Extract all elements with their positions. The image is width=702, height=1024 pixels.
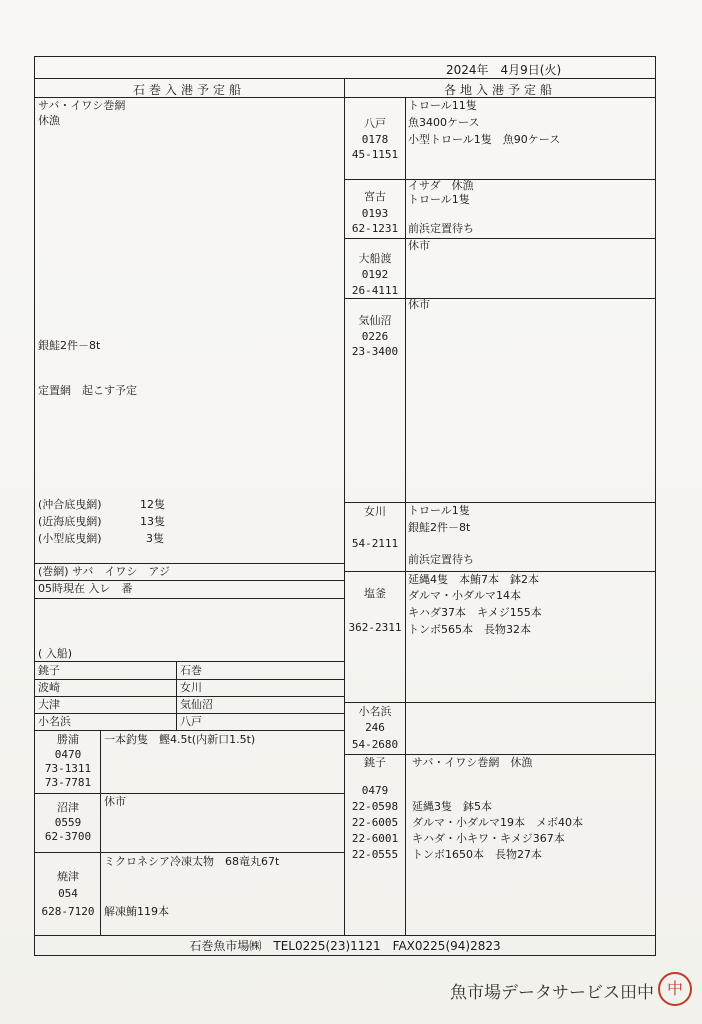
port-tel: 628-7120 (41, 905, 95, 918)
nyusen-cell: 気仙沼 (180, 698, 213, 711)
port-column-divider (100, 730, 101, 935)
nyusen-cell: 小名浜 (38, 715, 71, 728)
trawl-count: 13隻 (140, 515, 165, 528)
port-tel: 0470 (54, 748, 82, 761)
nyusen-cell: 八戸 (180, 715, 202, 728)
rule (34, 852, 344, 853)
nyusen-divider (176, 661, 177, 730)
port-report-line: 休市 (104, 795, 126, 808)
port-tel: 45-1151 (351, 148, 399, 161)
trawl-name: (小型底曳網) (38, 532, 102, 545)
port-report-line: 休市 (408, 239, 430, 252)
port-tel: 0178 (361, 133, 389, 146)
ishinomaki-line: サバ・イワシ巻網 (38, 99, 126, 112)
makiami-status: 05時現在 入レ 番 (38, 582, 133, 595)
port-tel: 0479 (361, 784, 389, 797)
port-report-line: キハダ・小キワ・キメジ367本 (412, 832, 565, 845)
port-report-line: 一本釣隻 鰹4.5t(内新口1.5t) (104, 733, 256, 746)
port-tel: 054 (58, 887, 78, 900)
port-report-line: サバ・イワシ巻網 休漁 (412, 756, 533, 769)
makiami-title: (巻網) サバ イワシ アジ (38, 565, 170, 578)
rule (34, 696, 344, 697)
rule (34, 730, 344, 731)
nyusen-cell: 女川 (180, 681, 202, 694)
rule (344, 298, 656, 299)
rule (34, 935, 656, 936)
port-report-line: 魚3400ケース (408, 116, 480, 129)
port-report-line: 延縄3隻 鉢5本 (412, 800, 492, 813)
port-column-divider (405, 97, 406, 935)
nyusen-cell: 波崎 (38, 681, 60, 694)
port-tel: 0192 (361, 268, 389, 281)
ishinomaki-line: 定置網 起こす予定 (38, 384, 137, 397)
port-report-line: 解凍鮪119本 (104, 905, 169, 918)
rule (344, 702, 656, 703)
port-tel: 62-3700 (44, 830, 92, 843)
trawl-count: 3隻 (146, 532, 164, 545)
rule (34, 563, 344, 564)
port-report-line: ダルマ・小ダルマ14本 (408, 589, 521, 602)
rule (344, 238, 656, 239)
port-tel: 22-0598 (351, 800, 399, 813)
port-report-line: トロール1隻 (408, 193, 470, 206)
port-report-line: ダルマ・小ダルマ19本 メボ40本 (412, 816, 583, 829)
port-tel: 22-0555 (351, 848, 399, 861)
port-name: 八戸 (364, 117, 386, 130)
column-divider (344, 78, 345, 935)
ishinomaki-header: 石巻入港予定船 (132, 83, 246, 97)
port-report-line: トロール11隻 (408, 99, 477, 112)
port-name: 気仙沼 (358, 314, 392, 327)
trawl-name: (沖合底曳網) (38, 498, 102, 511)
port-tel: 246 (365, 721, 385, 734)
port-tel: 0226 (361, 330, 389, 343)
rule (34, 793, 344, 794)
port-report-line: 銀鮭2件－8t (408, 521, 471, 534)
nyusen-cell: 石巻 (180, 664, 202, 677)
port-tel: 23-3400 (351, 345, 399, 358)
port-tel: 54-2680 (351, 738, 399, 751)
port-report-line: 小型トロール1隻 魚90ケース (408, 133, 561, 146)
rule (34, 679, 344, 680)
handwritten-signature: 魚市場データサービス田中 (450, 983, 654, 1003)
port-name: 小名浜 (358, 705, 392, 718)
port-report-line: 前浜定置待ち (408, 222, 474, 235)
port-name: 沼津 (57, 801, 79, 814)
port-tel: 54-2111 (351, 537, 399, 550)
port-name: 塩釜 (364, 587, 386, 600)
rule (34, 97, 656, 98)
rule (34, 580, 344, 581)
rule (344, 179, 656, 180)
rule (344, 571, 656, 572)
port-tel: 73-1311 (44, 762, 92, 775)
rule (344, 502, 656, 503)
trawl-count: 12隻 (140, 498, 165, 511)
name-seal: 中 (658, 972, 692, 1006)
port-tel: 362-2311 (348, 621, 402, 634)
port-report-line: トンボ1650本 長物27本 (412, 848, 542, 861)
rule (344, 754, 656, 755)
port-name: 銚子 (364, 756, 386, 769)
footer-contact: 石巻魚市場㈱ TEL0225(23)1121 FAX0225(94)2823 (189, 939, 501, 953)
ishinomaki-line: 休漁 (38, 114, 60, 127)
port-report-line: キハダ37本 キメジ155本 (408, 606, 542, 619)
port-tel: 62-1231 (351, 222, 399, 235)
port-name: 大船渡 (358, 252, 392, 265)
port-report-line: トンボ565本 長物32本 (408, 623, 531, 636)
port-name: 女川 (364, 505, 386, 518)
nyusen-cell: 大津 (38, 698, 60, 711)
port-report-line: 休市 (408, 298, 430, 311)
port-tel: 22-6001 (351, 832, 399, 845)
port-report-line: 前浜定置待ち (408, 553, 474, 566)
port-tel: 22-6005 (351, 816, 399, 829)
port-report-line: ミクロネシア冷凍太物 68竜丸67t (104, 855, 280, 868)
ishinomaki-line: 銀鮭2件－8t (38, 339, 101, 352)
port-report-line: イサダ 休漁 (408, 179, 474, 192)
port-tel: 26-4111 (351, 284, 399, 297)
port-name: 焼津 (57, 870, 79, 883)
nyusen-title: ( 入船) (38, 647, 73, 660)
port-tel: 0559 (54, 816, 82, 829)
other-ports-header: 各地入港予定船 (443, 83, 557, 97)
report-date: 2024年 4月9日(火) (446, 63, 562, 77)
nyusen-cell: 銚子 (38, 664, 60, 677)
rule (34, 78, 656, 79)
port-report-line: 延縄4隻 本鮪7本 鉢2本 (408, 573, 539, 586)
rule (34, 661, 344, 662)
port-tel: 73-7781 (44, 776, 92, 789)
rule (34, 598, 344, 599)
port-name: 宮古 (364, 190, 386, 203)
port-name: 勝浦 (57, 733, 79, 746)
port-report-line: トロール1隻 (408, 504, 470, 517)
rule (34, 713, 344, 714)
port-tel: 0193 (361, 207, 389, 220)
trawl-name: (近海底曳網) (38, 515, 102, 528)
